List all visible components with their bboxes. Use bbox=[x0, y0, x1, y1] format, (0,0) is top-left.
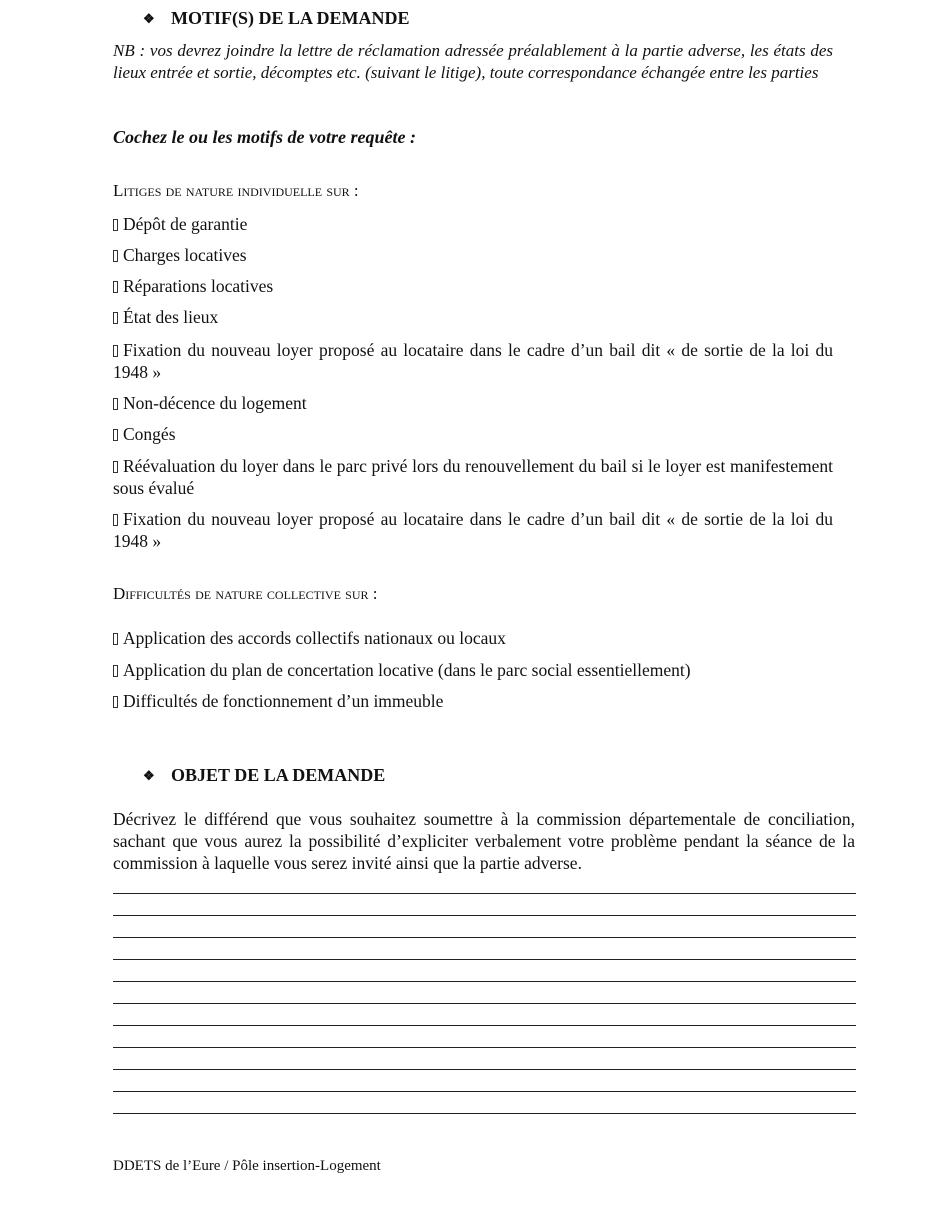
checkbox-icon[interactable] bbox=[113, 250, 118, 262]
checkbox-icon[interactable] bbox=[113, 696, 118, 708]
four-diamond-bullet-icon: ❖ bbox=[143, 768, 155, 783]
answer-line[interactable] bbox=[113, 959, 856, 960]
checkbox-item[interactable] bbox=[113, 508, 833, 552]
answer-line[interactable] bbox=[113, 1091, 856, 1092]
checkbox-item[interactable] bbox=[113, 392, 833, 414]
section-title: OBJET DE LA DEMANDE bbox=[171, 765, 386, 785]
checkbox-label: Réévaluation du loyer dans le parc privé lors du renouvellement du bail si le loyer est manifestement sous évalué bbox=[113, 456, 833, 498]
checkbox-icon[interactable] bbox=[113, 665, 118, 677]
checkbox-icon[interactable] bbox=[113, 345, 118, 357]
answer-line[interactable] bbox=[113, 915, 856, 916]
four-diamond-bullet-icon: ❖ bbox=[143, 11, 155, 26]
checkbox-icon[interactable] bbox=[113, 514, 118, 526]
checkbox-item[interactable] bbox=[113, 275, 833, 297]
checkbox-item[interactable] bbox=[113, 690, 833, 712]
attachments-note: NB : vos devrez joindre la lettre de réclamation adressée préalablement à la partie adverse, les états des lieux entrée et sortie, décomptes etc. (suivant le litige), toute correspondance échangée entre les parties bbox=[113, 41, 833, 82]
answer-line[interactable] bbox=[113, 937, 856, 938]
checkbox-icon[interactable] bbox=[113, 398, 118, 410]
checkbox-label: Dépôt de garantie bbox=[123, 214, 248, 234]
checkbox-item[interactable] bbox=[113, 339, 833, 383]
checkbox-icon[interactable] bbox=[113, 281, 118, 293]
section-title: MOTIF(S) DE LA DEMANDE bbox=[171, 8, 410, 28]
checkbox-label: Congés bbox=[123, 424, 176, 444]
section-heading-motifs bbox=[143, 8, 410, 29]
checkbox-icon[interactable] bbox=[113, 312, 118, 324]
checkbox-label: Fixation du nouveau loyer proposé au locataire dans le cadre d’un bail dit « de sortie de la loi du 1948 » bbox=[113, 509, 833, 551]
checkbox-label: Difficultés de fonctionnement d’un immeuble bbox=[123, 691, 444, 711]
checkbox-label: Application du plan de concertation locative (dans le parc social essentiellement) bbox=[123, 660, 691, 680]
checkbox-label: État des lieux bbox=[123, 307, 219, 327]
answer-line[interactable] bbox=[113, 1069, 856, 1070]
checkbox-item[interactable] bbox=[113, 659, 833, 681]
checkbox-label: Fixation du nouveau loyer proposé au locataire dans le cadre d’un bail dit « de sortie de la loi du 1948 » bbox=[113, 340, 833, 382]
checkbox-icon[interactable] bbox=[113, 461, 118, 473]
checkbox-icon[interactable] bbox=[113, 219, 118, 231]
answer-line[interactable] bbox=[113, 981, 856, 982]
checkbox-item[interactable] bbox=[113, 627, 833, 649]
answer-line[interactable] bbox=[113, 1047, 856, 1048]
check-instruction: Cochez le ou les motifs de votre requête : bbox=[113, 127, 416, 147]
collective-difficulties-heading: Difficultés de nature collective sur : bbox=[113, 584, 378, 603]
checkbox-item[interactable] bbox=[113, 213, 833, 235]
individual-disputes-heading: Litiges de nature individuelle sur : bbox=[113, 181, 359, 200]
checkbox-label: Charges locatives bbox=[123, 245, 247, 265]
checkbox-item[interactable] bbox=[113, 423, 833, 445]
section-heading-objet bbox=[143, 765, 385, 786]
answer-line[interactable] bbox=[113, 1003, 856, 1004]
checkbox-icon[interactable] bbox=[113, 633, 118, 645]
checkbox-label: Application des accords collectifs nationaux ou locaux bbox=[123, 628, 506, 648]
answer-line[interactable] bbox=[113, 893, 856, 894]
checkbox-label: Réparations locatives bbox=[123, 276, 274, 296]
dispute-description-instructions: Décrivez le différend que vous souhaitez soumettre à la commission départementale de conciliation, sachant que vous aurez la possibilité d’expliciter verbalement votre problème pendant la séance de la commission à laquelle vous serez invité ainsi que la partie adverse. bbox=[113, 809, 855, 873]
checkbox-item[interactable] bbox=[113, 455, 833, 499]
checkbox-label: Non-décence du logement bbox=[123, 393, 307, 413]
checkbox-item[interactable] bbox=[113, 244, 833, 266]
checkbox-icon[interactable] bbox=[113, 429, 118, 441]
answer-line[interactable] bbox=[113, 1025, 856, 1026]
footer-text: DDETS de l’Eure / Pôle insertion-Logement bbox=[113, 1158, 381, 1174]
answer-line[interactable] bbox=[113, 1113, 856, 1114]
checkbox-item[interactable] bbox=[113, 306, 833, 328]
